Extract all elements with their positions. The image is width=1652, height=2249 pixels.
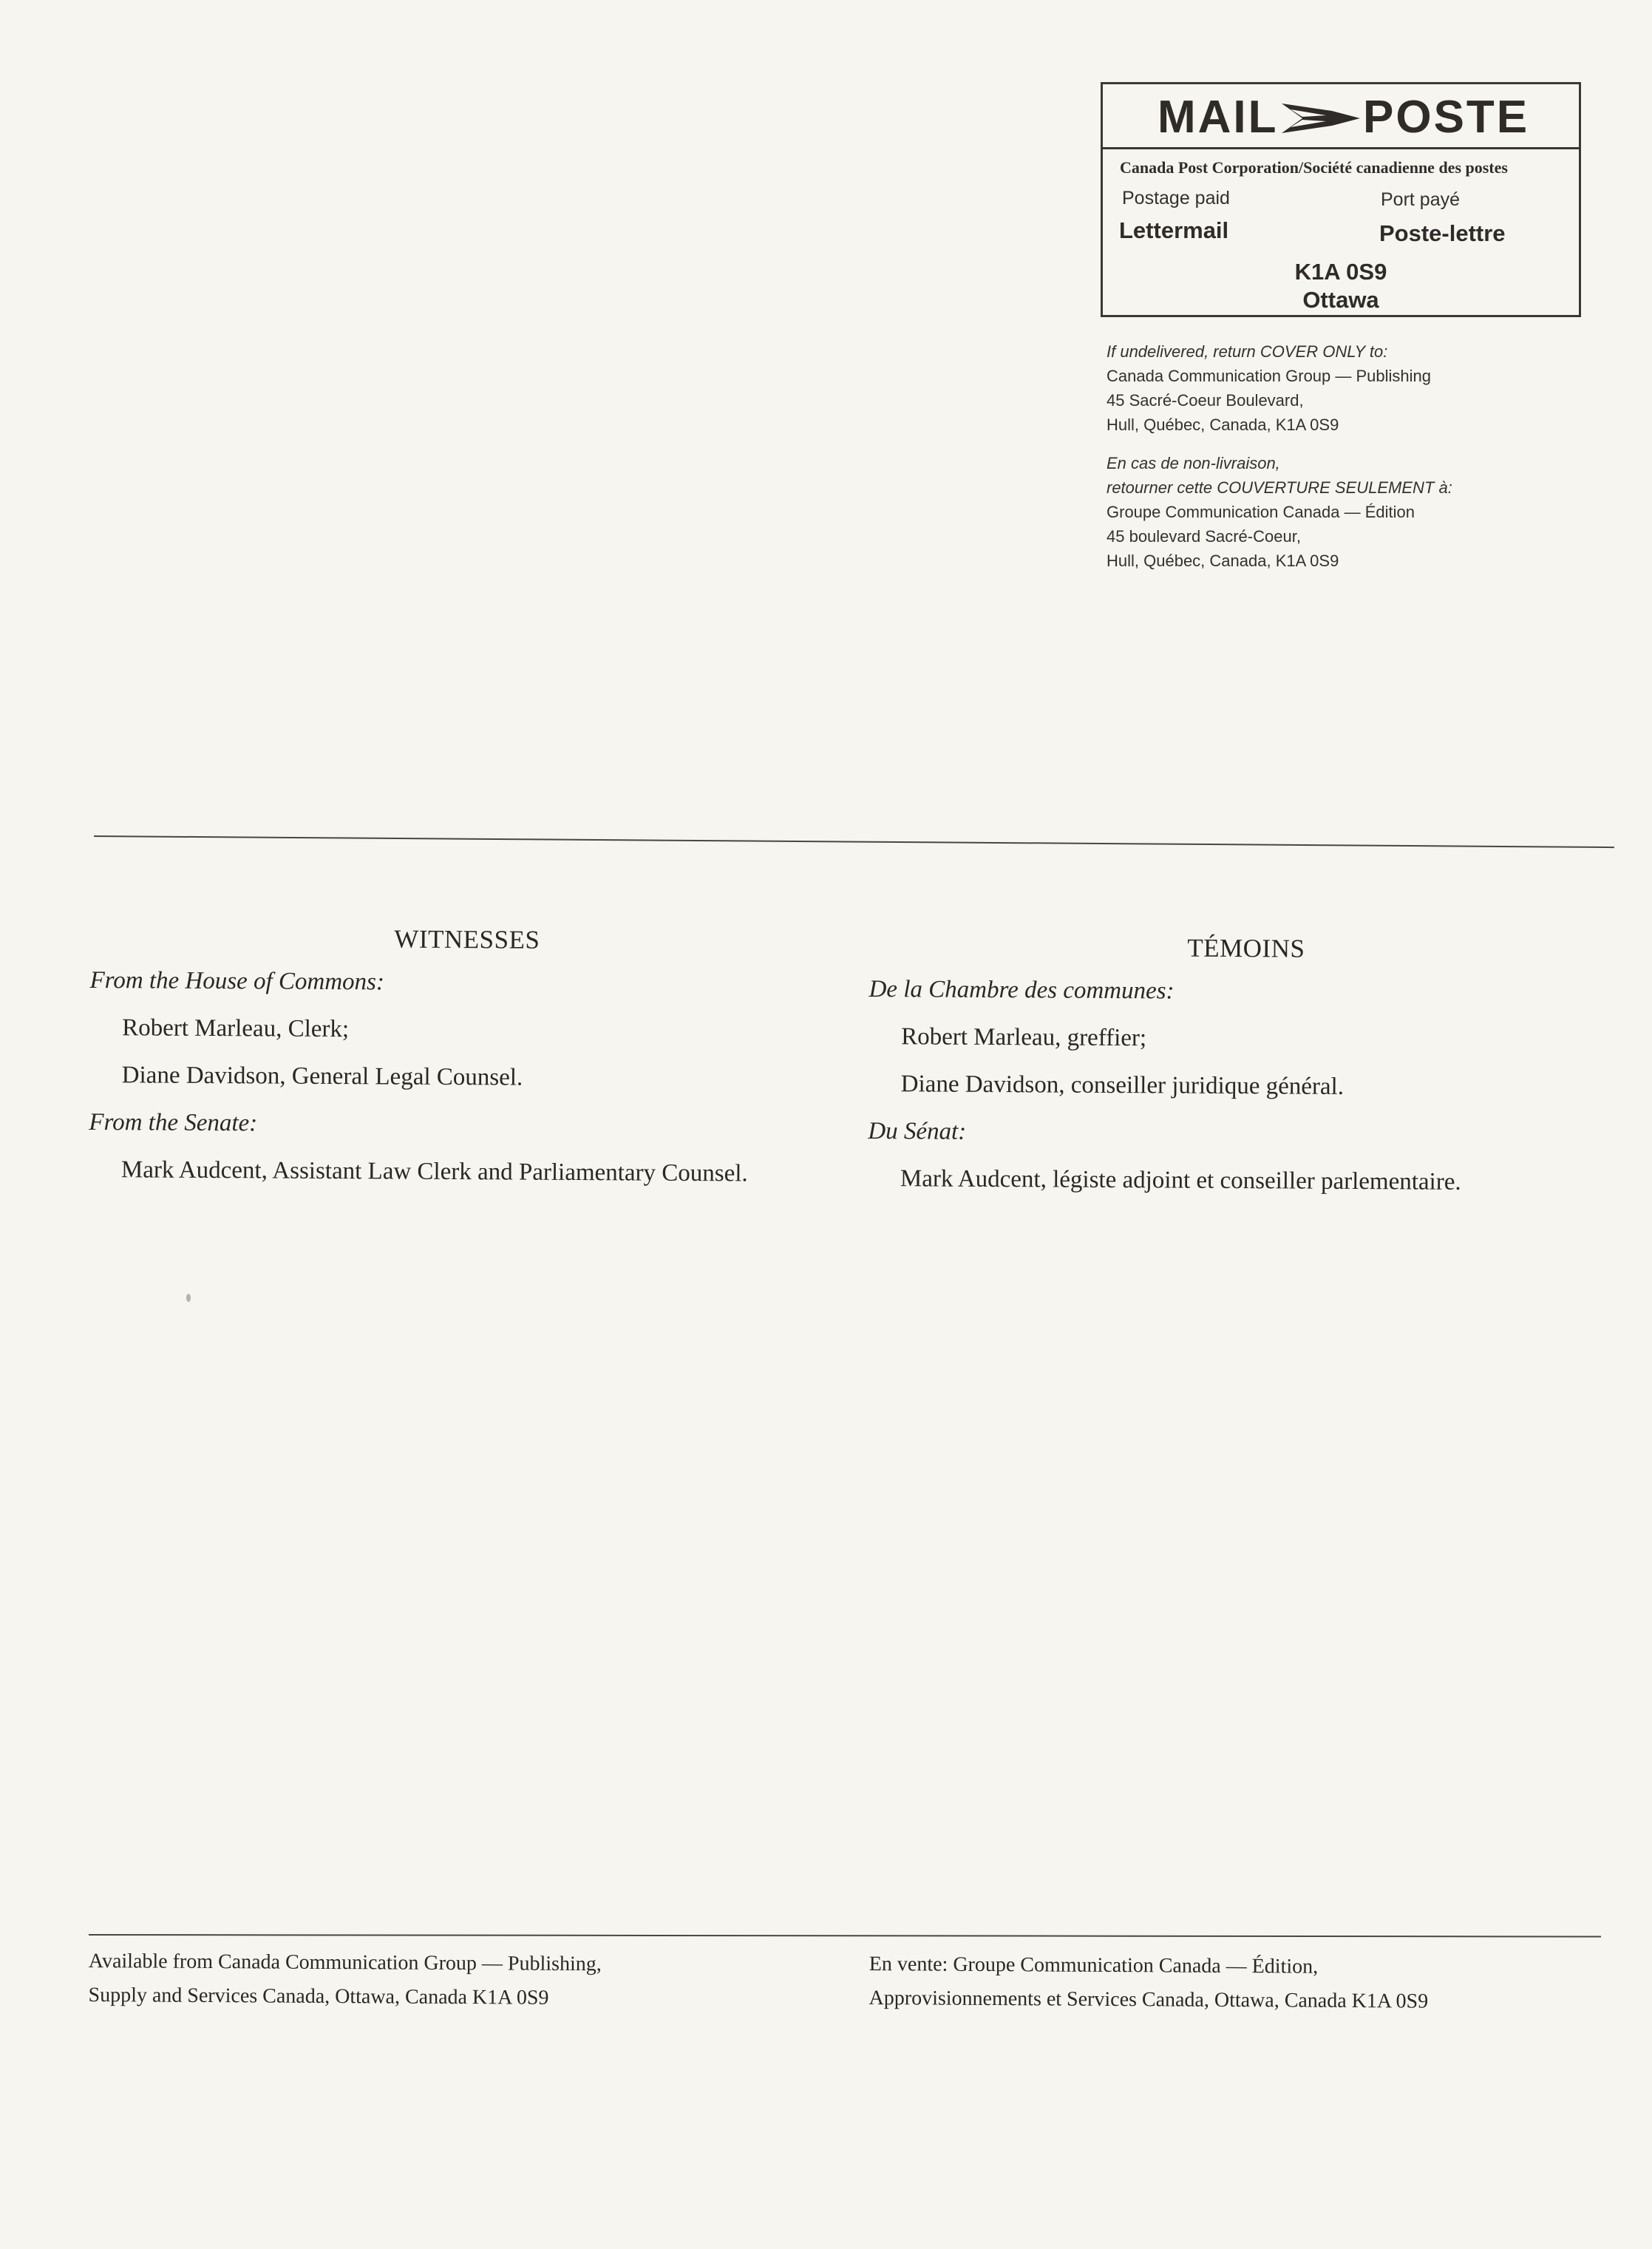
postage-paid-en: Postage paid bbox=[1122, 188, 1230, 208]
indicia-postal-code: K1A 0S9 bbox=[1294, 259, 1387, 285]
footer-line: En vente: Groupe Communication Canada — Édition, bbox=[869, 1952, 1319, 1978]
witness-entry: Diane Davidson, conseiller juridique général. bbox=[900, 1071, 1345, 1100]
return-address bbox=[1107, 339, 1587, 573]
house-title-fr: De la Chambre des communes: bbox=[869, 975, 1175, 1005]
witness-entry: Mark Audcent, Assistant Law Clerk and Parliamentary Counsel. bbox=[120, 1156, 748, 1187]
return-line: Groupe Communication Canada — Édition bbox=[1107, 503, 1415, 521]
return-line: Hull, Québec, Canada, K1A 0S9 bbox=[1107, 415, 1339, 434]
witness-entry: Mark Audcent, légiste adjoint et conseiller parlementaire. bbox=[900, 1165, 1461, 1195]
mail-word: MAIL bbox=[1158, 92, 1279, 143]
indicia-city: Ottawa bbox=[1302, 287, 1379, 313]
witnesses-fr bbox=[868, 932, 1638, 1215]
witnesses-heading: WITNESSES bbox=[394, 924, 540, 954]
corporation-name: Canada Post Corporation/Société canadienne des postes bbox=[1120, 158, 1508, 177]
canada-post-arrow-icon bbox=[1280, 102, 1362, 135]
witness-entry: Diane Davidson, General Legal Counsel. bbox=[121, 1062, 523, 1091]
return-line: Canada Communication Group — Publishing bbox=[1107, 367, 1432, 385]
footer-line: Supply and Services Canada, Ottawa, Canada K1A 0S9 bbox=[88, 1983, 549, 2009]
mail-poste-banner bbox=[1103, 84, 1579, 149]
house-title-en: From the House of Commons: bbox=[89, 966, 385, 996]
witness-entry: Robert Marleau, greffier; bbox=[901, 1023, 1147, 1052]
footer-line: Available from Canada Communication Group — Publishing, bbox=[88, 1949, 602, 1976]
postage-indicia-box bbox=[1101, 82, 1581, 317]
poste-word: POSTE bbox=[1363, 92, 1530, 143]
class-en: Lettermail bbox=[1119, 217, 1229, 243]
footer-en bbox=[88, 1944, 601, 2015]
postage-paid-fr: Port payé bbox=[1381, 189, 1461, 210]
paper-speck bbox=[186, 1294, 191, 1302]
return-instruction-en: If undelivered, return COVER ONLY to: bbox=[1107, 342, 1388, 361]
footer-line: Approvisionnements et Services Canada, Ottawa, Canada K1A 0S9 bbox=[869, 1986, 1429, 2013]
witnesses-en bbox=[89, 923, 859, 1207]
return-instruction-fr: retourner cette COUVERTURE SEULEMENT à: bbox=[1107, 478, 1452, 497]
senate-title-fr: Du Sénat: bbox=[868, 1117, 967, 1145]
return-line: Hull, Québec, Canada, K1A 0S9 bbox=[1107, 552, 1339, 570]
class-fr: Poste-lettre bbox=[1379, 220, 1506, 246]
witness-entry: Robert Marleau, Clerk; bbox=[122, 1014, 350, 1043]
senate-title-en: From the Senate: bbox=[89, 1108, 258, 1137]
temoins-heading: TÉMOINS bbox=[1187, 933, 1305, 963]
return-line: 45 boulevard Sacré-Coeur, bbox=[1107, 527, 1301, 546]
footer-fr bbox=[869, 1947, 1428, 2019]
return-line: 45 Sacré-Coeur Boulevard, bbox=[1107, 391, 1304, 410]
return-instruction-fr: En cas de non-livraison, bbox=[1107, 454, 1280, 472]
